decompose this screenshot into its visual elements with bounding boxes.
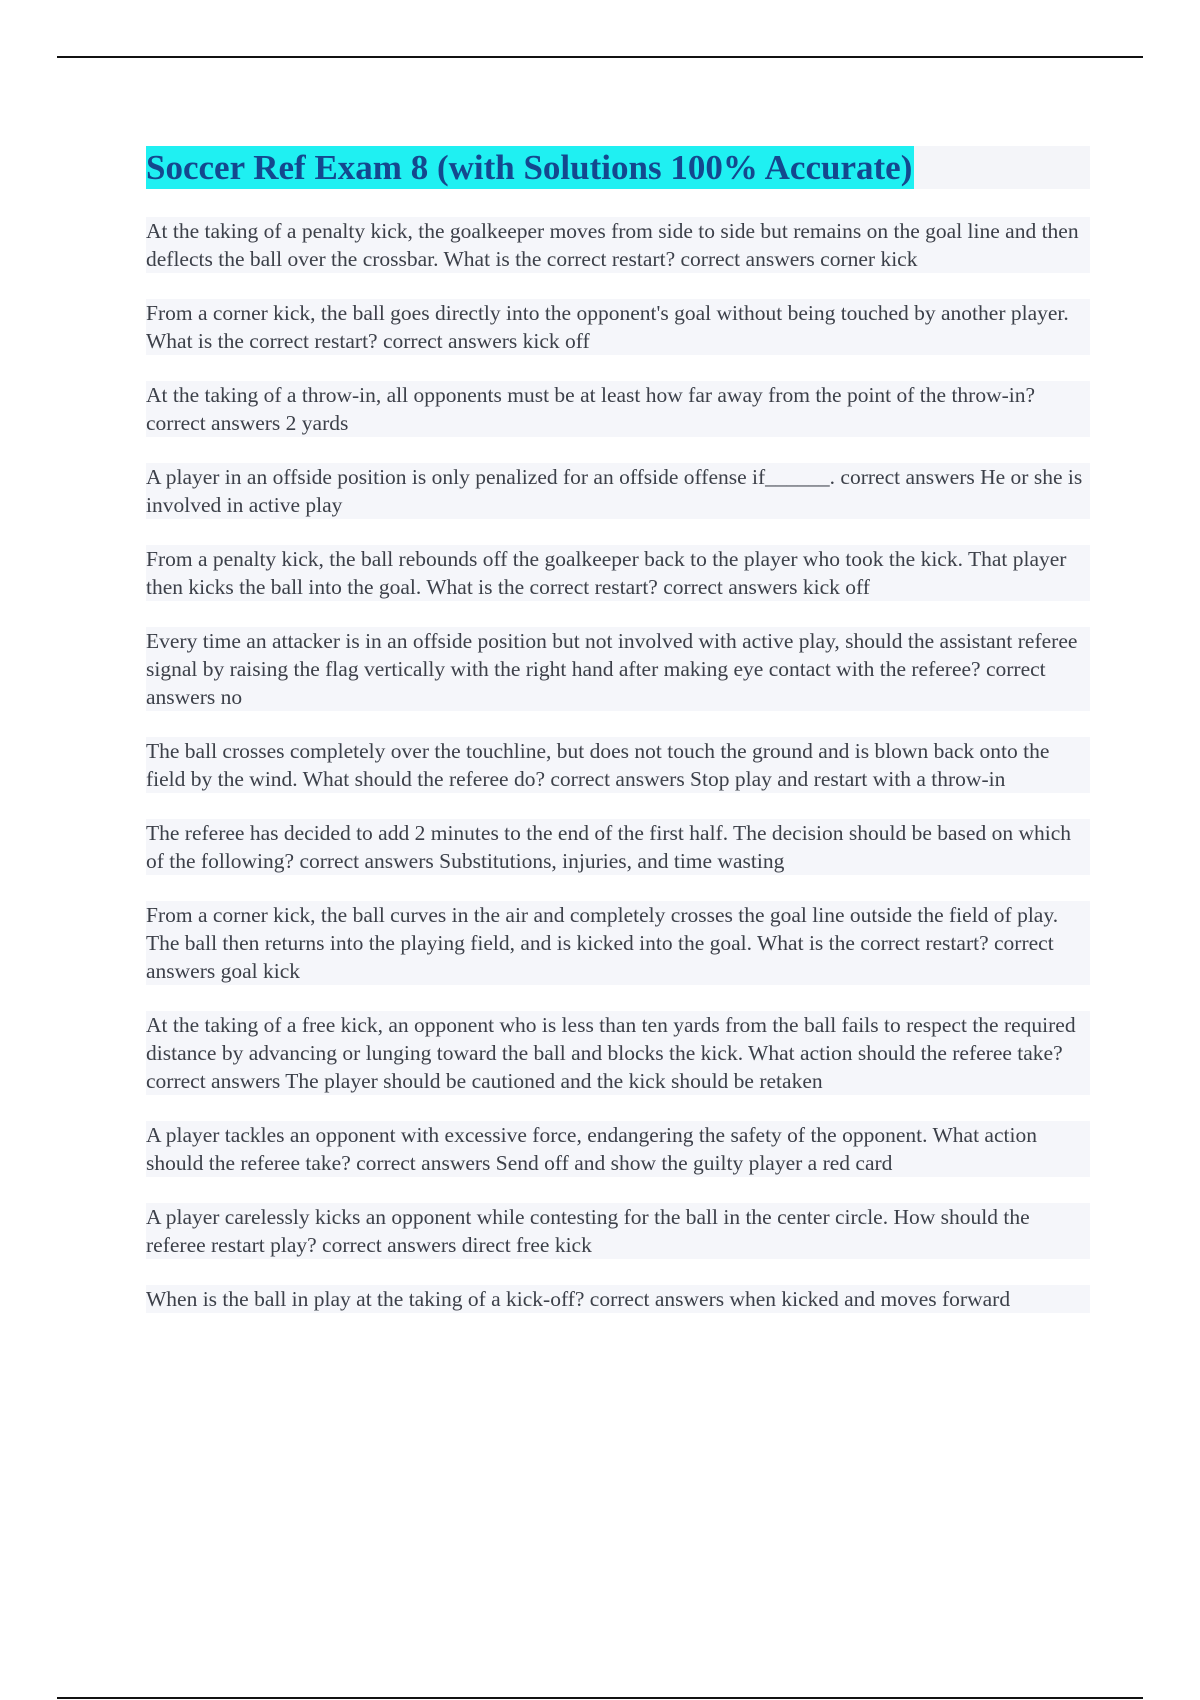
- qa-item: When is the ball in play at the taking of a kick-off? correct answers when kicked and moves forward: [146, 1285, 1090, 1313]
- qa-item: From a corner kick, the ball goes directly into the opponent's goal without being touched by another player. What is the correct restart? correct answers kick off: [146, 299, 1090, 355]
- qa-item: Every time an attacker is in an offside position but not involved with active play, should the assistant referee signal by raising the flag vertically with the right hand after making eye contact with the referee? correct answers no: [146, 627, 1090, 711]
- qa-item: A player tackles an opponent with excessive force, endangering the safety of the opponent. What action should the referee take? correct answers Send off and show the guilty player a red card: [146, 1121, 1090, 1177]
- qa-item: A player carelessly kicks an opponent while contesting for the ball in the center circle. How should the referee restart play? correct answers direct free kick: [146, 1203, 1090, 1259]
- qa-item: From a penalty kick, the ball rebounds off the goalkeeper back to the player who took the kick. That player then kicks the ball into the goal. What is the correct restart? correct answers kick off: [146, 545, 1090, 601]
- qa-item: From a corner kick, the ball curves in the air and completely crosses the goal line outside the field of play. The ball then returns into the playing field, and is kicked into the goal. What is the correct restart? correct answers goal kick: [146, 901, 1090, 985]
- top-rule: [57, 56, 1143, 58]
- document-title: Soccer Ref Exam 8 (with Solutions 100% Accurate): [146, 148, 913, 187]
- qa-item: The ball crosses completely over the touchline, but does not touch the ground and is blown back onto the field by the wind. What should the referee do? correct answers Stop play and restart with a throw-in: [146, 737, 1090, 793]
- qa-item: At the taking of a free kick, an opponent who is less than ten yards from the ball fails to respect the required distance by advancing or lunging toward the ball and blocks the kick. What action should the referee take? correct answers The player should be cautioned and the kick should be retaken: [146, 1011, 1090, 1095]
- title-row: [146, 146, 1090, 189]
- qa-item: At the taking of a penalty kick, the goalkeeper moves from side to side but remains on the goal line and then deflects the ball over the crossbar. What is the correct restart? correct answers corner kick: [146, 217, 1090, 273]
- qa-item: The referee has decided to add 2 minutes to the end of the first half. The decision should be based on which of the following? correct answers Substitutions, injuries, and time wasting: [146, 819, 1090, 875]
- qa-item: At the taking of a throw-in, all opponents must be at least how far away from the point of the throw-in? correct answers 2 yards: [146, 381, 1090, 437]
- bottom-rule: [57, 1697, 1143, 1699]
- qa-item: A player in an offside position is only penalized for an offside offense if______. correct answers He or she is involved in active play: [146, 463, 1090, 519]
- document-body: [146, 146, 1090, 1339]
